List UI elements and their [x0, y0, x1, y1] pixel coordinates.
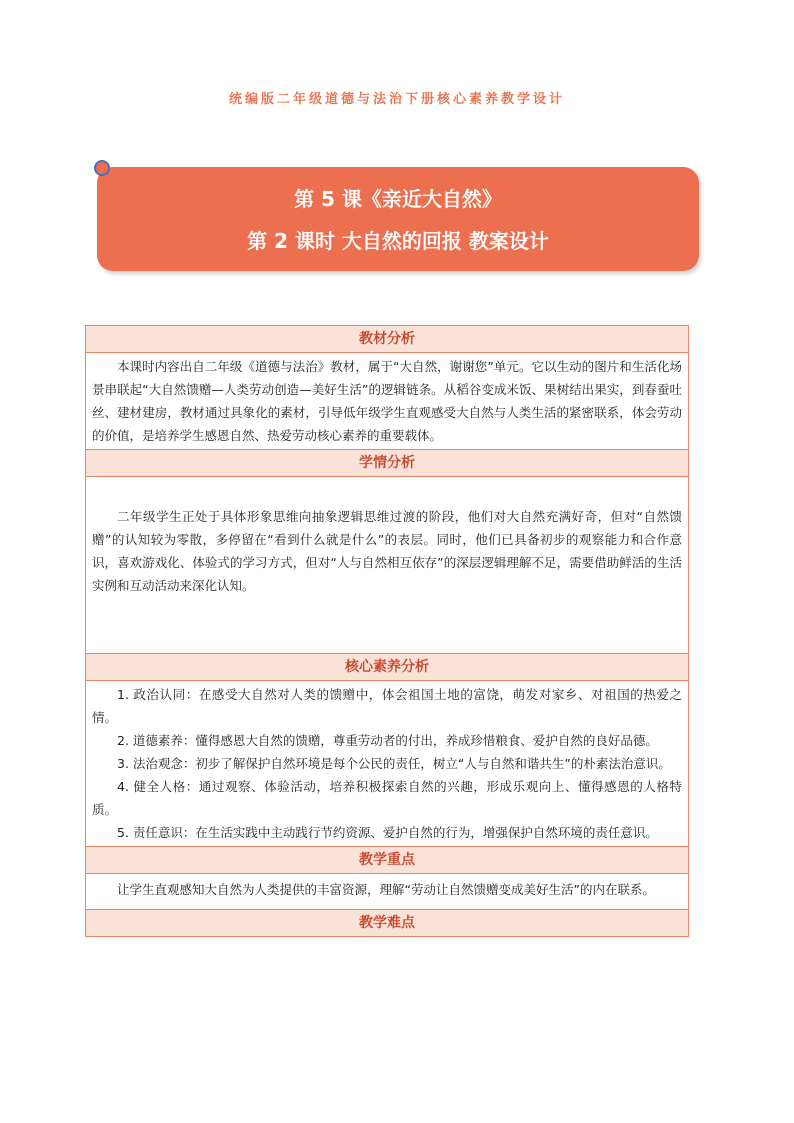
section-title-key-points: 教学重点	[86, 847, 688, 874]
section-body-key-points	[86, 874, 688, 910]
students-paragraph: 二年级学生正处于具体形象思维向抽象逻辑思维过渡的阶段，他们对大自然充满好奇，但对“自然馈赠”的认知较为零散，多停留在“看到什么就是什么”的表层。同时，他们已具备初步的观察能力和合作意识，喜欢游戏化、体验式的学习方式，但对“人与自然相互依存”的深层逻辑理解不足，需要借助鲜活的生活实例和互动活动来深化认知。	[92, 509, 682, 593]
literacy-item: 4. 健全人格：通过观察、体验活动，培养积极探索自然的兴趣，形成乐观向上、懂得感恩的人格特质。	[92, 779, 682, 817]
lesson-subtitle: 第 2 课时 大自然的回报 教案设计	[247, 229, 549, 253]
lesson-title: 第 5 课《亲近大自然》	[294, 187, 502, 211]
textbook-paragraph: 本课时内容出自二年级《道德与法治》教材，属于“大自然，谢谢您”单元。它以生动的图片和生活化场景串联起“大自然馈赠—人类劳动创造—美好生活”的逻辑链条。从稻谷变成米饭、果树结出果实，到春蚕吐丝、建材建房，教材通过具象化的素材，引导低年级学生直观感受大自然与人类生活的紧密联系，体会劳动的价值，是培养学生感恩自然、热爱劳动核心素养的重要载体。	[92, 359, 682, 443]
key-points-paragraph: 让学生直观感知大自然为人类提供的丰富资源，理解“劳动让自然馈赠变成美好生活”的内在联系。	[117, 882, 655, 897]
title-banner	[97, 167, 699, 271]
literacy-item: 3. 法治观念：初步了解保护自然环境是每个公民的责任，树立“人与自然和谐共生”的朴素法治意识。	[117, 756, 671, 771]
section-body-textbook	[86, 353, 688, 450]
literacy-item: 5. 责任意识：在生活实践中主动践行节约资源、爱护自然的行为，增强保护自然环境的责任意识。	[117, 825, 658, 840]
section-body-literacy	[86, 681, 688, 847]
section-title-difficulties: 教学难点	[86, 910, 688, 936]
section-title-students: 学情分析	[86, 450, 688, 477]
section-title-textbook: 教材分析	[86, 326, 688, 353]
running-header: 统编版二年级道德与法治下册核心素养教学设计	[228, 92, 565, 107]
section-body-students	[86, 505, 688, 654]
lesson-plan-table	[85, 325, 689, 937]
literacy-item: 2. 道德素养：懂得感恩大自然的馈赠，尊重劳动者的付出，养成珍惜粮食、爱护自然的良好品德。	[117, 733, 658, 748]
banner-dot-ornament	[94, 160, 110, 176]
section-title-literacy: 核心素养分析	[86, 654, 688, 681]
literacy-item: 1. 政治认同：在感受大自然对人类的馈赠中，体会祖国土地的富饶，萌发对家乡、对祖国的热爱之情。	[92, 687, 682, 725]
